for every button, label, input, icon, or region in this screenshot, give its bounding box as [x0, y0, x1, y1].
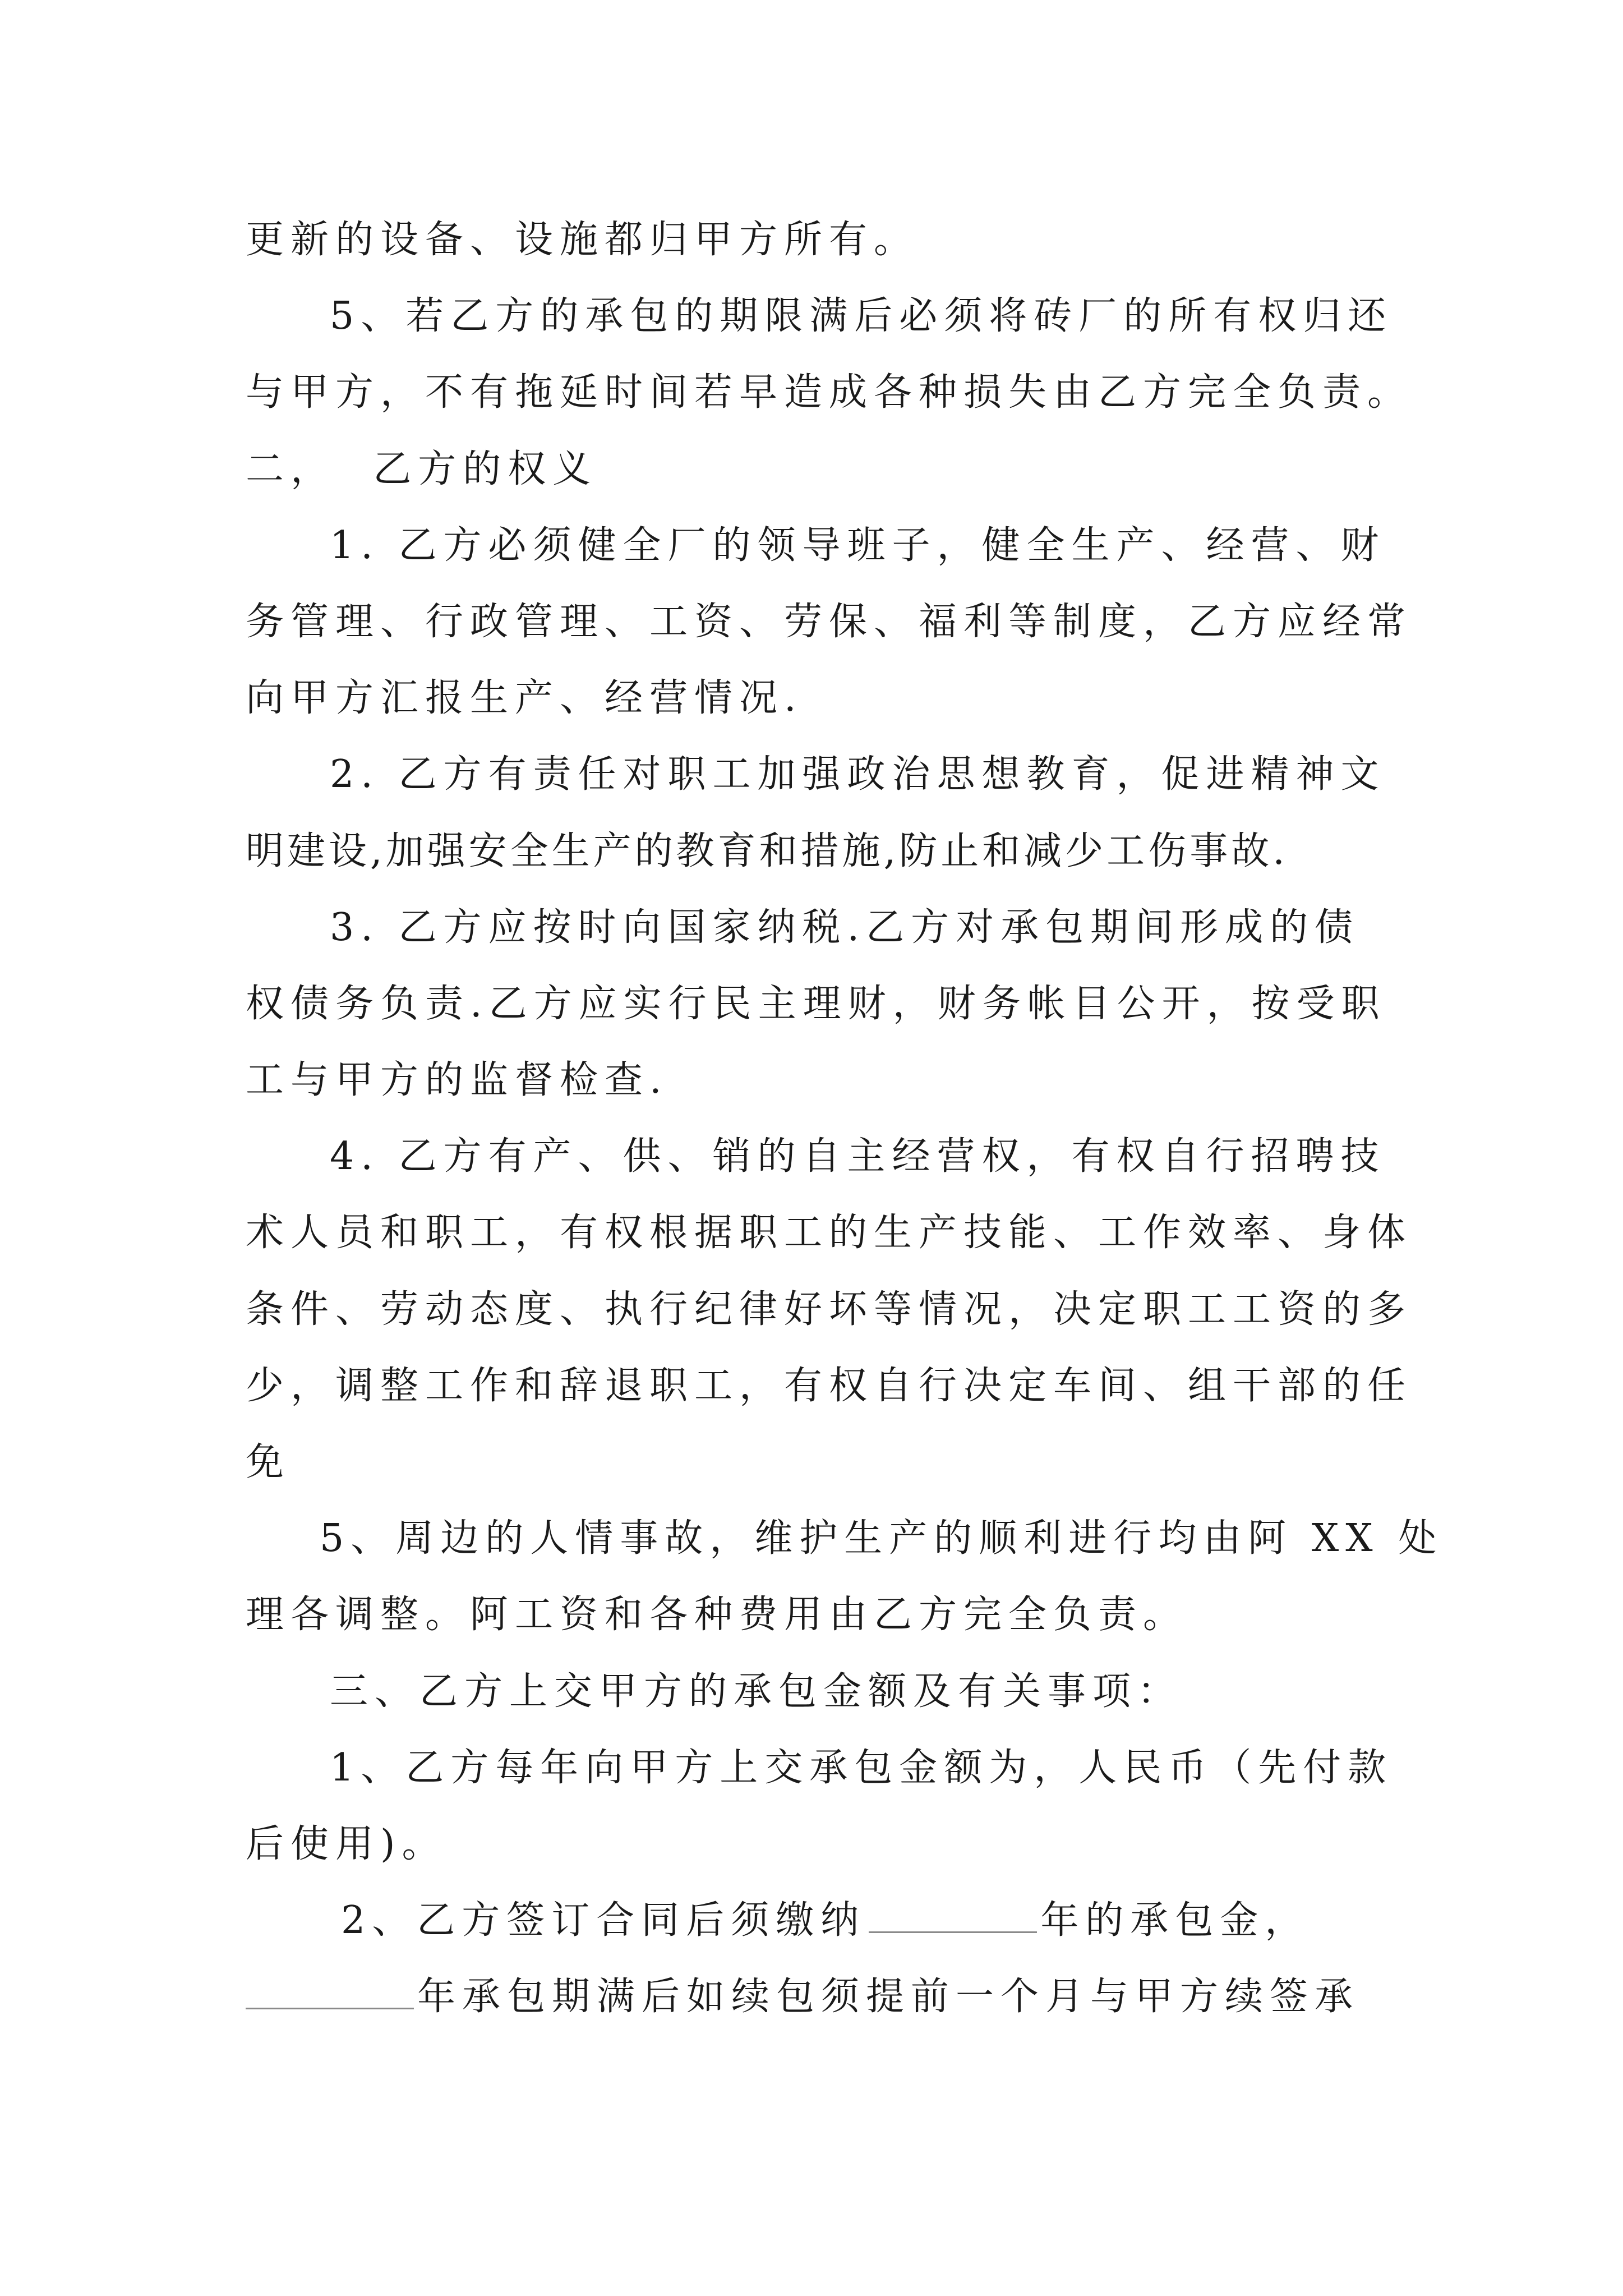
text-line: 3. 乙方应按时向国家纳税.乙方对承包期间形成的债 — [330, 905, 1360, 950]
text-line: 条件、劳动态度、执行纪律好坏等情况，决定职工工资的多 — [246, 1287, 1413, 1332]
text-line: 5、若乙方的承包的期限满后必须将砖厂的所有权归还 — [330, 294, 1393, 339]
text-line-with-blank — [246, 1883, 1387, 1959]
text-line: 向甲方汇报生产、经营情况. — [246, 676, 803, 721]
text-line: 务管理、行政管理、工资、劳保、福利等制度，乙方应经常 — [246, 599, 1413, 644]
text-line: 工与甲方的监督检查. — [246, 1058, 668, 1103]
text-line: 权债务负责.乙方应实行民主理财，财务帐目公开，按受职 — [246, 981, 1386, 1026]
text-line: 后使用)。 — [246, 1821, 447, 1866]
fill-in-blank — [869, 1892, 1037, 1933]
text-line: 理各调整。阿工资和各种费用由乙方完全负责。 — [246, 1593, 1188, 1637]
text-line: 免 — [246, 1440, 291, 1484]
fill-in-blank — [246, 1968, 414, 2009]
text-line: 1、乙方每年向甲方上交承包金额为，人民币（先付款 — [330, 1745, 1393, 1790]
text-line: 术人员和职工，有权根据职工的生产技能、工作效率、身体 — [246, 1211, 1413, 1255]
text-line: 明建设,加强安全生产的教育和措施,防止和减少工伤事故. — [246, 829, 1288, 873]
text-line: 2. 乙方有责任对职工加强政治思想教育，促进精神文 — [330, 752, 1386, 797]
section-heading: 三、乙方上交甲方的承包金额及有关事项： — [330, 1669, 1183, 1714]
text-fragment: 年承包期满后如续包须提前一个月与甲方续签承 — [417, 1975, 1360, 2019]
text-line: 1. 乙方必须健全厂的领导班子，健全生产、经营、财 — [330, 523, 1386, 568]
text-line: 少，调整工作和辞退职工，有权自行决定车间、组干部的任 — [246, 1363, 1413, 1408]
text-line: 5、周边的人情事故，维护生产的顺利进行均由阿 XX 处 — [320, 1516, 1444, 1561]
text-fragment: 2、乙方签订合同后须缴纳 — [341, 1898, 866, 1943]
text-line: 更新的设备、设施都归甲方所有。 — [246, 218, 919, 262]
text-line: 4. 乙方有产、供、销的自主经营权，有权自行招聘技 — [330, 1134, 1386, 1179]
text-line: 与甲方，不有拖延时间若早造成各种损失由乙方完全负责。 — [246, 370, 1413, 415]
document-body — [246, 202, 1444, 2036]
text-line-with-blank — [246, 1959, 1387, 2035]
section-heading: 二， 乙方的权义 — [246, 447, 598, 491]
text-fragment: 年的承包金， — [1040, 1898, 1310, 1943]
